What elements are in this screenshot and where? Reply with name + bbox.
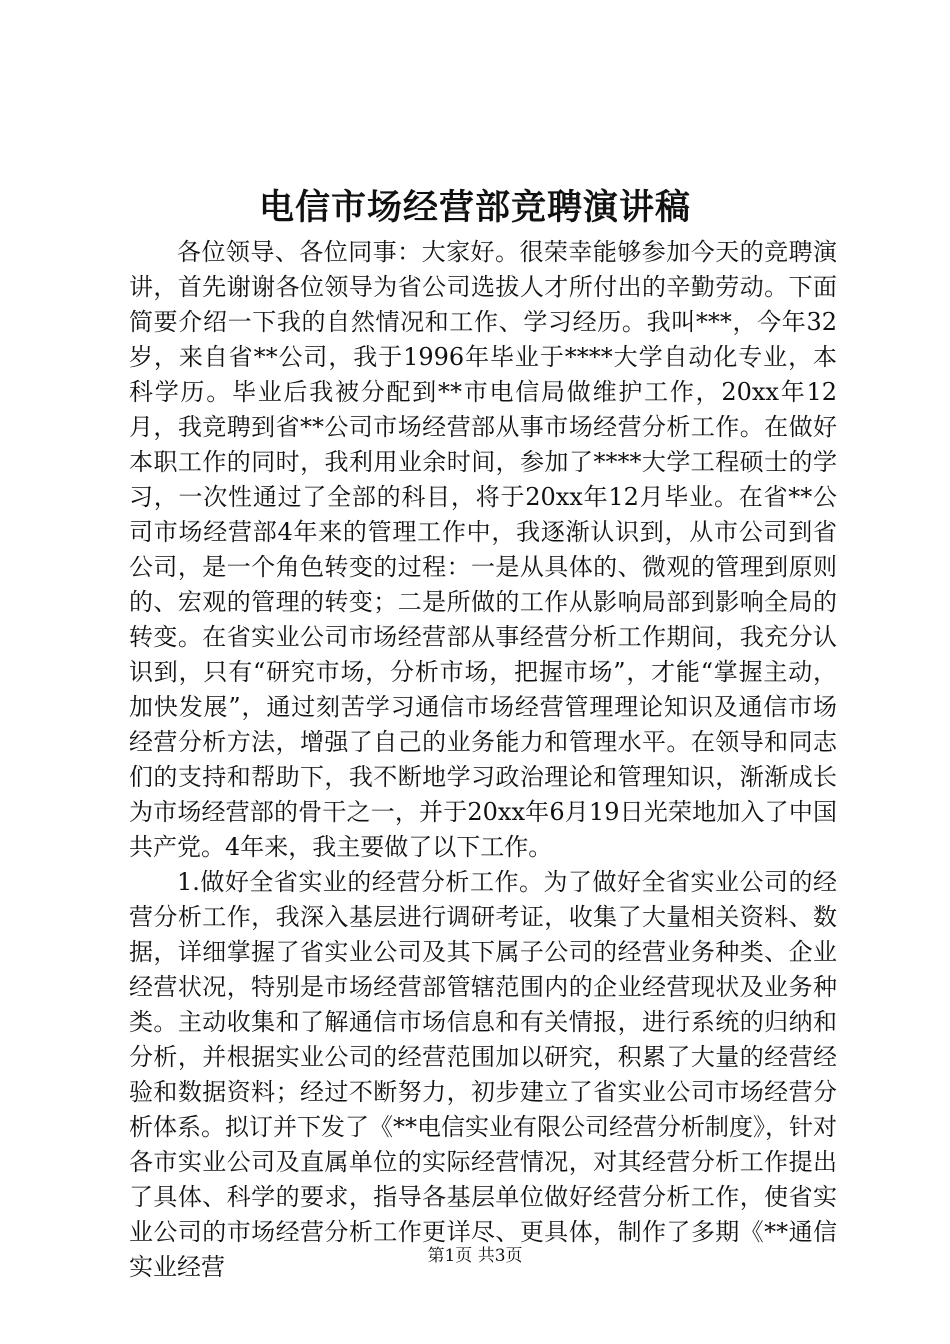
page-number-footer: 第1页 共3页: [427, 1246, 523, 1266]
document-title: 电信市场经营部竞聘演讲稿: [258, 187, 691, 228]
paragraph-intro: 各位领导、各位同事：大家好。很荣幸能够参加今天的竞聘演讲，首先谢谢各位领导为省公司选拔人才所付出的辛勤劳动。下面简要介绍一下我的自然情况和工作、学习经历。我叫***，今年32岁，来自省**公司，我于1996年毕业于****大学自动化专业，本科学历。毕业后我被分配到**市电信局做维护工作，20xx年12月，我竞聘到省**公司市场经营部从事市场经营分析工作。在做好本职工作的同时，我利用业余时间，参加了****大学工程硕士的学习，一次性通过了全部的科目，将于20xx年12月毕业。在省**公司市场经营部4年来的管理工作中，我逐渐认识到，从市公司到省公司，是一个角色转变的过程：一是从具体的、微观的管理到原则的、宏观的管理的转变；二是所做的工作从影响局部到影响全局的转变。在省实业公司市场经营部从事经营分析工作期间，我充分认识到，只有“研究市场，分析市场，把握市场”，才能“掌握主动，加快发展”，通过刻苦学习通信市场经营管理理论知识及通信市场经营分析方法，增强了自己的业务能力和管理水平。在领导和同志们的支持和帮助下，我不断地学习政治理论和管理知识，渐渐成长为市场经营部的骨干之一，并于20xx年6月19日光荣地加入了中国共产党。4年来，我主要做了以下工作。: [129, 238, 837, 861]
document-body: [129, 235, 837, 1285]
paragraph-item-1: 1.做好全省实业的经营分析工作。为了做好全省实业公司的经营分析工作，我深入基层进行调研考证，收集了大量相关资料、数据，详细掌握了省实业公司及其下属子公司的经营业务种类、企业经营状况，特别是市场经营部管辖范围内的企业经营现状及业务种类。主动收集和了解通信市场信息和有关情报，进行系统的归纳和分析，并根据实业公司的经营范围加以研究，积累了大量的经营经验和数据资料；经过不断努力，初步建立了省实业公司市场经营分析体系。拟订并下发了《**电信实业有限公司经营分析制度》，针对各市实业公司及直属单位的实际经营情况，对其经营分析工作提出了具体、科学的要求，指导各基层单位做好经营分析工作，使省实业公司的市场经营分析工作更详尽、更具体，制作了多期《**通信实业经营: [129, 868, 837, 1281]
